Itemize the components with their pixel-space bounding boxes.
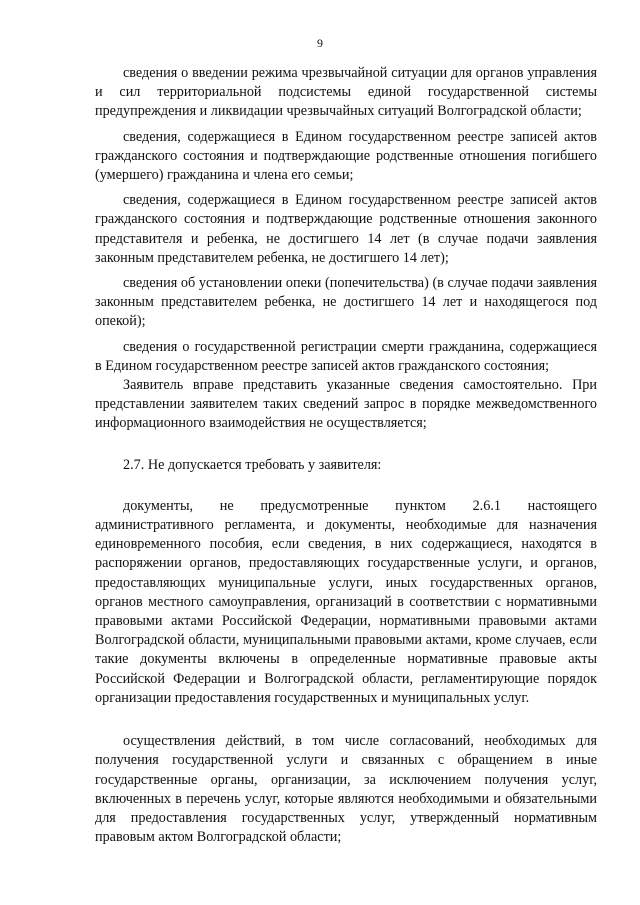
paragraph-civil-registry-deceased: сведения, содержащиеся в Едином государственном реестре записей актов гражданского состояния и подтверждающие родственные отношения погибшего (умершего) гражданина и члена его семьи; [95, 128, 597, 184]
paragraph-death-registration: сведения о государственной регистрации смерти гражданина, содержащиеся в Едином государственном реестре записей актов гражданского состояния; [95, 338, 597, 374]
paragraph-documents-not-required: документы, не предусмотренные пунктом 2.6.1 настоящего административного регламента, и документы, необходимые для назначения единовременного пособия, если сведения, в них содержащиеся, находятся в распоряжении органов, предоставляющих государственные услуги, и органов, предоставляющих муниципальные услуги, иных государственных органов, органов местного самоуправления, организаций в соответствии с нормативными правовыми актами Российской Федерации, нормативными правовыми актами Волгоградской области, муниципальными правовыми актами, кроме случаев, если такие документы включены в определенные нормативные правовые акты Российской Федерации и Волгоградской области, регламентирующие порядок организации предоставления государственных и муниципальных услуг. [95, 497, 597, 706]
paragraph-civil-registry-guardian: сведения, содержащиеся в Едином государственном реестре записей актов гражданского состояния и подтверждающие родственные отношения законного представителя и ребенка, не достигшего 14 лет (в случае подачи заявления законным представителем ребенка, не достигшего 14 лет); [95, 192, 597, 266]
paragraph-section-2-7: 2.7. Не допускается требовать у заявителя: [123, 456, 382, 473]
paragraph-emergency-info: сведения о введении режима чрезвычайной ситуации для органов управления и сил территориальной подсистемы единой государственной системы предупреждения и ликвидации чрезвычайных ситуаций Волгоградской области; [95, 65, 597, 120]
paragraph-actions-not-required: осуществления действий, в том числе согласований, необходимых для получения государственной услуги и связанных с обращением в иные государственные органы, организации, за исключением получения услуг, включенных в перечень услуг, которые являются необходимыми и обязательными для предоставления государственных услуг, утвержденный нормативным правовым актом Волгоградской области; [95, 733, 597, 846]
paragraph-custody-info: сведения об установлении опеки (попечительства) (в случае подачи заявления законным представителем ребенка, не достигшего 14 лет и находящегося под опекой); [95, 275, 597, 330]
page-number: 9 [317, 36, 323, 50]
document-body [95, 64, 597, 847]
paragraph-applicant-right: Заявитель вправе представить указанные сведения самостоятельно. При представлении заявителем таких сведений запрос в порядке межведомственного информационного взаимодействия не осуществляется; [95, 377, 597, 432]
